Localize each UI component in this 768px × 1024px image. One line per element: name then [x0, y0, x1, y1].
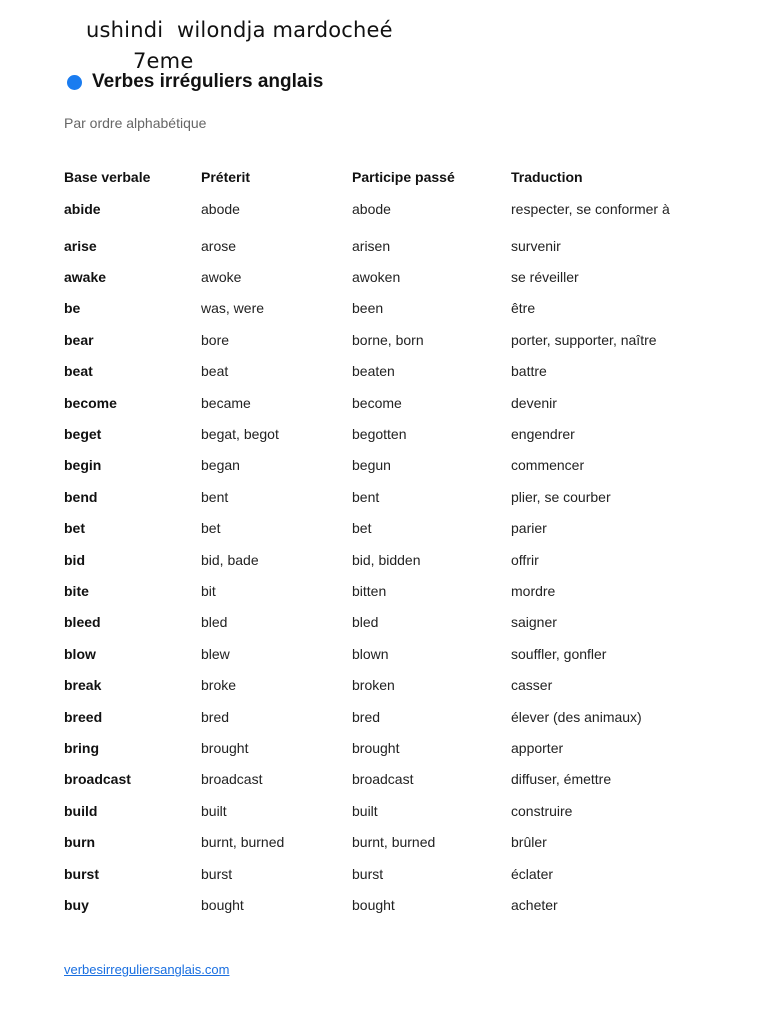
cell-translation: parier: [511, 520, 547, 537]
cell-past-participle: burst: [352, 865, 384, 882]
cell-preterit: bit: [201, 582, 216, 599]
cell-preterit: awoke: [201, 269, 242, 286]
column-header-translation: Traduction: [511, 169, 583, 185]
cell-base-verb: awake: [64, 269, 107, 286]
cell-translation: engendrer: [511, 426, 575, 443]
cell-preterit: bled: [201, 614, 228, 631]
cell-preterit: bent: [201, 488, 229, 505]
column-header-base: Base verbale: [64, 169, 151, 185]
table-row: [64, 544, 711, 575]
handwritten-student-name: ushindi wilondja mardocheé: [86, 18, 393, 42]
column-header-participle: Participe passé: [352, 169, 455, 185]
cell-translation: porter, supporter, naître: [511, 331, 657, 348]
cell-base-verb: buy: [64, 896, 89, 913]
cell-base-verb: build: [64, 802, 98, 819]
title-row: [67, 71, 323, 93]
cell-base-verb: be: [64, 300, 81, 317]
cell-translation: mordre: [511, 582, 556, 599]
table-row: [64, 826, 711, 857]
cell-base-verb: bid: [64, 551, 85, 568]
cell-translation: offrir: [511, 551, 539, 568]
blue-dot-icon: [67, 75, 82, 90]
cell-translation: diffuser, émettre: [511, 771, 612, 788]
cell-preterit: bid, bade: [201, 551, 259, 568]
irregular-verbs-table: [64, 166, 711, 921]
cell-past-participle: built: [352, 802, 378, 819]
cell-base-verb: break: [64, 677, 102, 694]
cell-base-verb: bet: [64, 520, 85, 537]
cell-base-verb: bear: [64, 331, 94, 348]
cell-past-participle: bought: [352, 896, 395, 913]
cell-past-participle: been: [352, 300, 384, 317]
cell-past-participle: broadcast: [352, 771, 414, 788]
cell-preterit: bought: [201, 896, 244, 913]
cell-translation: élever (des animaux): [511, 708, 642, 725]
cell-past-participle: blown: [352, 645, 389, 662]
cell-preterit: broke: [201, 677, 237, 694]
column-header-preterit: Préterit: [201, 169, 251, 185]
table-row: [64, 450, 711, 481]
table-row: [64, 701, 711, 732]
cell-past-participle: bitten: [352, 582, 387, 599]
table-row: [64, 188, 711, 230]
table-row: [64, 669, 711, 700]
cell-base-verb: begin: [64, 457, 102, 474]
cell-past-participle: bent: [352, 488, 380, 505]
table-row: [64, 513, 711, 544]
cell-translation: éclater: [511, 865, 554, 882]
cell-base-verb: beget: [64, 426, 102, 443]
cell-past-participle: bred: [352, 708, 381, 725]
table-row: [64, 230, 711, 261]
page-subtitle: Par ordre alphabétique: [64, 115, 207, 131]
cell-past-participle: broken: [352, 677, 395, 694]
cell-translation: respecter, se conformer à: [511, 201, 670, 217]
cell-past-participle: burnt, burned: [352, 834, 436, 851]
page-title: Verbes irréguliers anglais: [92, 71, 324, 92]
cell-past-participle: awoken: [352, 269, 401, 286]
cell-translation: brûler: [511, 834, 547, 851]
cell-translation: battre: [511, 363, 547, 380]
cell-preterit: broadcast: [201, 771, 263, 788]
cell-preterit: bore: [201, 331, 230, 348]
table-row: [64, 261, 711, 292]
cell-past-participle: become: [352, 394, 402, 411]
cell-past-participle: bled: [352, 614, 379, 631]
cell-translation: acheter: [511, 896, 558, 913]
cell-translation: apporter: [511, 739, 564, 756]
table-row: [64, 764, 711, 795]
cell-past-participle: brought: [352, 739, 400, 756]
cell-base-verb: bend: [64, 488, 98, 505]
cell-translation: saigner: [511, 614, 557, 631]
cell-preterit: blew: [201, 645, 230, 662]
cell-preterit: bet: [201, 520, 221, 537]
cell-preterit: brought: [201, 739, 249, 756]
table-body: [64, 188, 711, 921]
cell-preterit: burst: [201, 865, 233, 882]
table-row: [64, 324, 711, 355]
cell-past-participle: begotten: [352, 426, 407, 443]
cell-translation: casser: [511, 677, 553, 694]
cell-translation: devenir: [511, 394, 557, 411]
cell-base-verb: bite: [64, 582, 89, 599]
table-row: [64, 418, 711, 449]
table-row: [64, 889, 711, 920]
cell-preterit: became: [201, 394, 251, 411]
cell-base-verb: arise: [64, 237, 97, 254]
cell-translation: survenir: [511, 237, 561, 254]
cell-translation: commencer: [511, 457, 585, 474]
cell-preterit: began: [201, 457, 240, 474]
cell-past-participle: beaten: [352, 363, 395, 380]
cell-preterit: burnt, burned: [201, 834, 285, 851]
cell-preterit: begat, begot: [201, 426, 279, 443]
table-row: [64, 732, 711, 763]
table-row: [64, 387, 711, 418]
cell-translation: plier, se courber: [511, 488, 611, 505]
table-row: [64, 575, 711, 606]
cell-base-verb: become: [64, 394, 117, 411]
cell-translation: souffler, gonfler: [511, 645, 607, 662]
cell-past-participle: begun: [352, 457, 391, 474]
table-row: [64, 293, 711, 324]
handwritten-class-label: 7eme: [133, 49, 194, 73]
cell-preterit: beat: [201, 363, 229, 380]
table-row: [64, 607, 711, 638]
cell-past-participle: bid, bidden: [352, 551, 421, 568]
table-row: [64, 638, 711, 669]
cell-base-verb: broadcast: [64, 771, 131, 788]
cell-translation: être: [511, 300, 536, 317]
cell-base-verb: breed: [64, 708, 103, 725]
cell-preterit: arose: [201, 237, 237, 254]
source-website-link[interactable]: verbesirreguliersanglais.com: [64, 962, 230, 977]
table-row: [64, 356, 711, 387]
cell-past-participle: abode: [352, 201, 391, 217]
cell-base-verb: abide: [64, 201, 101, 217]
cell-preterit: abode: [201, 201, 240, 217]
cell-past-participle: borne, born: [352, 331, 424, 348]
table-header-row: [64, 166, 711, 188]
cell-preterit: built: [201, 802, 227, 819]
cell-base-verb: bleed: [64, 614, 101, 631]
table-row: [64, 481, 711, 512]
cell-preterit: was, were: [201, 300, 265, 317]
cell-base-verb: beat: [64, 363, 93, 380]
table-row: [64, 858, 711, 889]
cell-base-verb: burst: [64, 865, 99, 882]
cell-translation: se réveiller: [511, 269, 579, 286]
cell-past-participle: bet: [352, 520, 372, 537]
table-row: [64, 795, 711, 826]
cell-base-verb: bring: [64, 739, 99, 756]
cell-preterit: bred: [201, 708, 230, 725]
cell-base-verb: burn: [64, 834, 96, 851]
cell-past-participle: arisen: [352, 237, 391, 254]
cell-translation: construire: [511, 802, 573, 819]
cell-base-verb: blow: [64, 645, 96, 662]
